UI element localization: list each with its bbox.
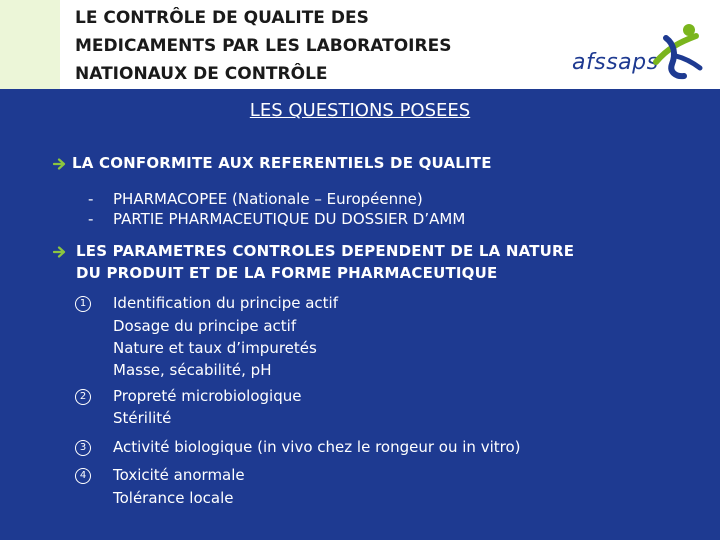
dash-marker: - [88,210,94,228]
dash-marker: - [88,190,94,208]
number-badge: 4 [75,468,91,484]
group-1-line: Nature et taux d’impuretés [113,339,317,357]
group-1-line: Dosage du principe actif [113,317,297,335]
group-1-line: Masse, sécabilité, pH [113,361,272,379]
number-badge: 1 [75,296,91,312]
slide-subtitle [0,100,720,121]
group-2-line: Propreté microbiologique [113,387,302,405]
sub-item-text: PARTIE PHARMACEUTIQUE DU DOSSIER D’AMM [113,210,466,228]
sub-item-text: PHARMACOPEE (Nationale – Européenne) [113,190,423,208]
afssaps-logo [572,22,712,82]
right-arrow-icon [53,157,67,171]
number-badge: 2 [75,389,91,405]
group-4-line: Toxicité anormale [113,466,245,484]
subtitle-text: LES QUESTIONS POSEES [249,100,471,121]
group-3-line: Activité biologique (in vivo chez le rongeur ou in vitro) [113,438,521,456]
group-2-line: Stérilité [113,409,172,427]
header-banner [0,0,720,89]
right-arrow-icon [53,245,67,259]
title-line: MEDICAMENTS PAR LES LABORATOIRES [75,36,452,56]
bullet-2-line: LES PARAMETRES CONTROLES DEPENDENT DE LA NATURE [76,242,575,260]
bullet-1-text: LA CONFORMITE AUX REFERENTIELS DE QUALITE [72,154,492,172]
title-line: LE CONTRÔLE DE QUALITE DES [75,8,369,28]
title-line: NATIONAUX DE CONTRÔLE [75,64,328,84]
accent-strip [0,0,60,89]
number-badge: 3 [75,440,91,456]
page-title [75,4,451,88]
logo-figure-icon [650,22,710,82]
logo-text: afssaps [572,50,659,75]
group-4-line: Tolérance locale [113,489,234,507]
group-1-line: Identification du principe actif [113,294,338,312]
bullet-2-line: DU PRODUIT ET DE LA FORME PHARMACEUTIQUE [76,264,498,282]
